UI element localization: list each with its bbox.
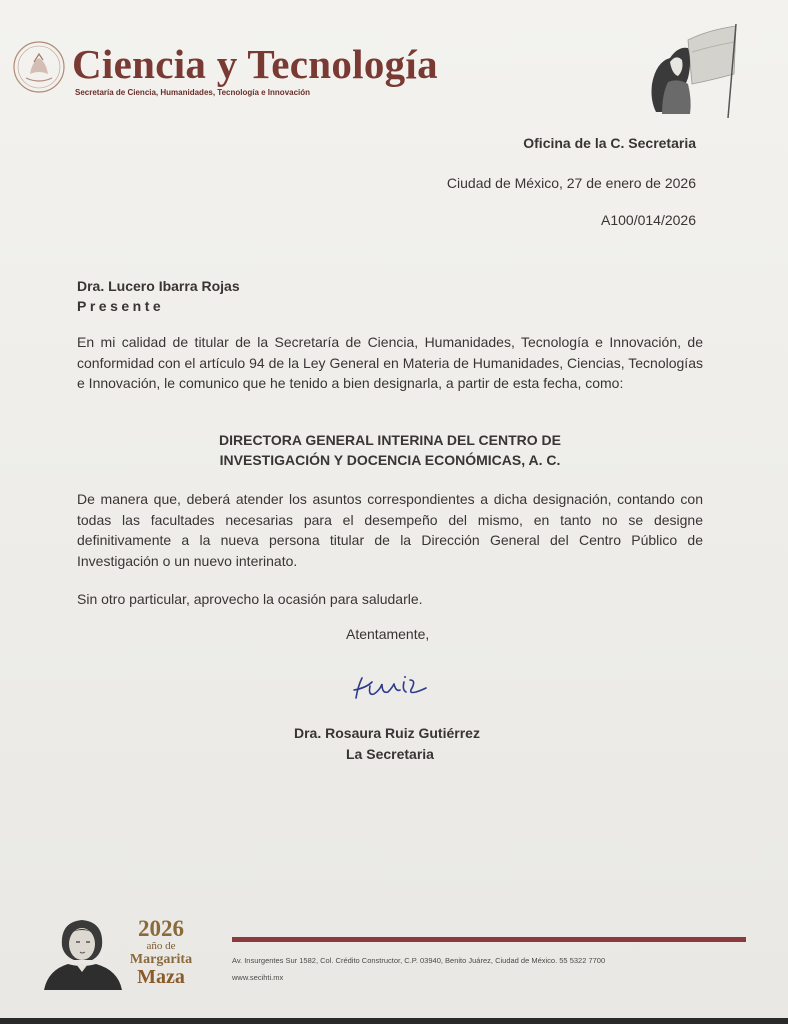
closing: Atentamente, <box>346 626 430 642</box>
footer-website: www.secihti.mx <box>232 973 284 982</box>
body-paragraph-1: En mi calidad de titular de la Secretaría de Ciencia, Humanidades, Tecnología e Innovación, de conformidad con el artículo 94 de la Ley General en Materia de Humanidades, Ciencias, Tecnologías e Innovación, le comunico que he tenido a bien designarla, a partir de esta fecha, como: <box>77 334 703 391</box>
letter-date: Ciudad de México, 27 de enero de 2026 <box>446 175 696 191</box>
flag-emblem-icon <box>648 22 740 118</box>
signer-name: Dra. Rosaura Ruiz Gutiérrez <box>294 725 480 741</box>
office-heading: Oficina de la C. Secretaria <box>523 135 696 151</box>
brand-title: Ciencia y Tecnología <box>72 41 438 87</box>
badge-honoree-first: Margarita <box>129 952 193 967</box>
footer-address: Av. Insurgentes Sur 1582, Col. Crédito Constructor, C.P. 03940, Benito Juárez, Ciudad de México. 55 5322 7700 <box>232 956 606 965</box>
designation-line-2: INVESTIGACIÓN Y DOCENCIA ECONÓMICAS, A. C. <box>219 452 561 468</box>
badge-year: 2026 <box>138 916 184 941</box>
brand-subtitle: Secretaría de Ciencia, Humanidades, Tecnología e Innovación <box>75 88 311 97</box>
recipient-greeting: Presente <box>77 298 165 314</box>
year-badge <box>126 917 196 987</box>
footer-divider <box>232 937 746 942</box>
reference-number: A100/014/2026 <box>601 212 696 228</box>
recipient-name: Dra. Lucero Ibarra Rojas <box>77 278 240 294</box>
designation-line-1: DIRECTORA GENERAL INTERINA DEL CENTRO DE <box>219 432 561 448</box>
body-paragraph-2: De manera que, deberá atender los asuntos correspondientes a dicha designación, contando con todas las facultades necesarias para el desempeño del mismo, en tanto no se designe definitivamente a la nueva persona titular de la Dirección General del Centro Público de Investigación o un nuevo interinato. <box>77 491 703 569</box>
mexican-coat-of-arms-icon <box>12 40 66 94</box>
badge-honoree-last: Maza <box>137 966 185 988</box>
margarita-maza-portrait-icon <box>42 912 124 990</box>
handwritten-signature <box>346 668 446 708</box>
body-paragraph-3: Sin otro particular, aprovecho la ocasión para saludarle. <box>77 591 423 607</box>
designation-block <box>77 430 703 470</box>
badge-year-sub: año de <box>146 940 176 952</box>
signer-title: La Secretaria <box>346 746 434 762</box>
